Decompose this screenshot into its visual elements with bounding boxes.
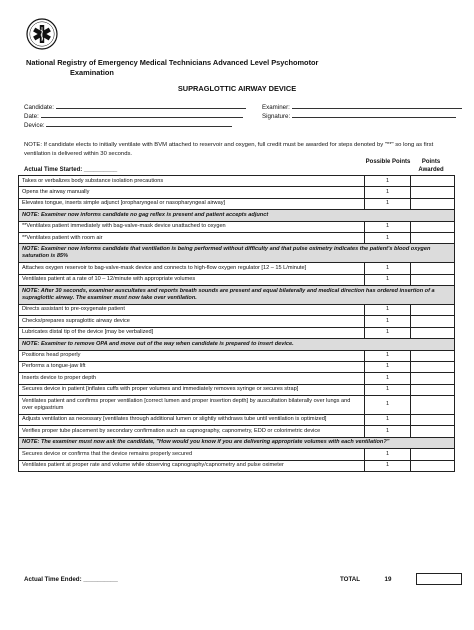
skill-step-row	[19, 384, 455, 395]
candidate-input-line[interactable]	[56, 102, 246, 109]
skill-step-row	[19, 274, 455, 285]
possible-points-cell: 1	[365, 449, 411, 460]
points-awarded-cell[interactable]	[411, 187, 455, 198]
skill-step-row	[19, 350, 455, 361]
examiner-note-text: NOTE: Examiner now informs candidate no gag reflex is present and patient accepts adjunct	[19, 210, 455, 221]
skill-step-row	[19, 396, 455, 415]
star-of-life-logo-icon	[26, 18, 58, 50]
points-awarded-cell[interactable]	[411, 198, 455, 209]
possible-points-header: Possible Points	[365, 159, 411, 165]
step-description: Ventilates patient at a rate of 10 – 12/minute with appropriate volumes	[19, 274, 365, 285]
form-subtitle: SUPRAGLOTTIC AIRWAY DEVICE	[177, 84, 297, 93]
skill-step-row	[19, 187, 455, 198]
points-awarded-cell[interactable]	[411, 396, 455, 415]
points-awarded-cell[interactable]	[411, 384, 455, 395]
examiner-note-text: NOTE: Examiner to remove OPA and move out of the way when candidate is prepared to insert device.	[19, 339, 455, 350]
points-awarded-cell[interactable]	[411, 327, 455, 338]
skill-steps-table	[18, 175, 455, 472]
possible-points-cell: 1	[365, 176, 411, 187]
skill-step-row	[19, 316, 455, 327]
step-description: **Ventilates patient with room air	[19, 233, 365, 244]
step-description: Ventilates patient and confirms proper ventilation [correct lumen and proper insertion depth] by auscultation bilaterally over lungs and over epigastrium	[19, 396, 365, 415]
possible-points-cell: 1	[365, 316, 411, 327]
points-awarded-cell[interactable]	[411, 373, 455, 384]
possible-points-cell: 1	[365, 304, 411, 315]
points-awarded-cell[interactable]	[411, 263, 455, 274]
skill-step-row	[19, 233, 455, 244]
page-title	[26, 58, 446, 78]
possible-points-cell: 1	[365, 350, 411, 361]
skill-step-row	[19, 263, 455, 274]
ventilation-credit-note: NOTE: If candidate elects to initially ventilate with BVM attached to reservoir and oxygen, full credit must be awarded for steps denoted by "**" so long as first ventilation is delivered within 30 seconds.	[24, 142, 434, 157]
signature-field[interactable]	[262, 111, 456, 122]
step-description: **Ventilates patient immediately with bag-valve-mask device unattached to oxygen	[19, 221, 365, 232]
step-description: Ventilates patient at proper rate and volume while observing capnography/capnometry and pulse oximeter	[19, 460, 365, 471]
skill-step-row	[19, 198, 455, 209]
possible-points-cell: 1	[365, 384, 411, 395]
possible-points-cell: 1	[365, 233, 411, 244]
step-description: Takes or verbalizes body substance isolation precautions	[19, 176, 365, 187]
possible-points-cell: 1	[365, 460, 411, 471]
total-label: TOTAL	[340, 576, 361, 583]
device-field[interactable]	[24, 120, 232, 131]
possible-points-cell: 1	[365, 414, 411, 425]
skill-step-row	[19, 426, 455, 437]
possible-points-cell: 1	[365, 187, 411, 198]
skill-step-row	[19, 414, 455, 425]
examiner-note-row	[19, 210, 455, 221]
points-awarded-cell[interactable]	[411, 176, 455, 187]
step-description: Checks/prepares supraglottic airway device	[19, 316, 365, 327]
device-input-line[interactable]	[46, 120, 232, 127]
signature-input-line[interactable]	[292, 111, 456, 118]
skill-step-row	[19, 327, 455, 338]
step-description: Performs a tongue-jaw lift	[19, 361, 365, 372]
points-awarded-cell[interactable]	[411, 316, 455, 327]
step-description: Lubricates distal tip of the device [may be verbalized]	[19, 327, 365, 338]
possible-points-cell: 1	[365, 274, 411, 285]
points-awarded-cell[interactable]	[411, 460, 455, 471]
title-line-2: Examination	[70, 68, 114, 77]
points-awarded-cell[interactable]	[411, 304, 455, 315]
device-label: Device:	[24, 122, 45, 129]
candidate-label: Candidate:	[24, 104, 54, 111]
points-awarded-cell[interactable]	[411, 361, 455, 372]
time-started-label: Actual Time Started: __________	[24, 167, 118, 173]
points-awarded-cell[interactable]	[411, 414, 455, 425]
step-description: Inserts device to proper depth	[19, 373, 365, 384]
signature-label: Signature:	[262, 113, 291, 120]
examiner-note-text: NOTE: The examiner must now ask the candidate, "How would you know if you are delivering appropriate volumes with each ventilation?"	[19, 437, 455, 448]
total-awarded-box[interactable]	[416, 573, 462, 585]
skill-step-row	[19, 176, 455, 187]
date-input-line[interactable]	[41, 111, 243, 118]
possible-points-cell: 1	[365, 426, 411, 437]
points-awarded-cell[interactable]	[411, 426, 455, 437]
points-awarded-cell[interactable]	[411, 221, 455, 232]
examiner-note-text: NOTE: Examiner now informs candidate that ventilation is being performed without difficulty and that pulse oximetry indicates the patient's blood oxygen saturation is 85%	[19, 244, 455, 263]
examiner-note-text: NOTE: After 30 seconds, examiner auscultates and reports breath sounds are present and equal bilaterally and medical direction has ordered insertion of a supraglottic airway. The examiner must now take over ventilation.	[19, 286, 455, 305]
points-awarded-cell[interactable]	[411, 233, 455, 244]
step-description: Opens the airway manually	[19, 187, 365, 198]
examiner-note-row	[19, 244, 455, 263]
step-description: Secures device in patient [inflates cuffs with proper volumes and immediately removes syringe or secures strap]	[19, 384, 365, 395]
points-awarded-cell[interactable]	[411, 274, 455, 285]
skill-step-row	[19, 449, 455, 460]
possible-points-cell: 1	[365, 198, 411, 209]
possible-points-cell: 1	[365, 327, 411, 338]
possible-points-cell: 1	[365, 221, 411, 232]
possible-points-cell: 1	[365, 263, 411, 274]
points-awarded-cell[interactable]	[411, 449, 455, 460]
title-line-1: National Registry of Emergency Medical Technicians Advanced Level Psychomotor	[26, 58, 319, 67]
skill-step-row	[19, 460, 455, 471]
step-description: Elevates tongue, inserts simple adjunct [oropharyngeal or nasopharyngeal airway]	[19, 198, 365, 209]
skill-step-row	[19, 304, 455, 315]
examiner-note-row	[19, 437, 455, 448]
step-description: Verifies proper tube placement by secondary confirmation such as capnography, capnometry, EDD or colorimetric device	[19, 426, 365, 437]
possible-points-cell: 1	[365, 361, 411, 372]
step-description: Adjusts ventilation as necessary [ventilates through additional lumen or slightly withdraws tube until ventilation is optimized]	[19, 414, 365, 425]
points-awarded-cell[interactable]	[411, 350, 455, 361]
step-description: Directs assistant to pre-oxygenate patient	[19, 304, 365, 315]
step-description: Secures device or confirms that the device remains properly secured	[19, 449, 365, 460]
date-label: Date:	[24, 113, 39, 120]
examiner-note-row	[19, 286, 455, 305]
skill-step-row	[19, 221, 455, 232]
step-description: Attaches oxygen reservoir to bag-valve-mask device and connects to high-flow oxygen regulator [12 – 15 L/minute]	[19, 263, 365, 274]
examiner-note-row	[19, 339, 455, 350]
points-awarded-header: Points Awarded	[418, 159, 444, 173]
examiner-label: Examiner:	[262, 104, 290, 111]
skill-step-row	[19, 361, 455, 372]
examiner-input-line[interactable]	[292, 102, 462, 109]
step-description: Positions head properly	[19, 350, 365, 361]
skill-step-row	[19, 373, 455, 384]
time-ended-label: Actual Time Ended: __________	[24, 576, 118, 583]
possible-points-cell: 1	[365, 373, 411, 384]
total-possible-value: 19	[384, 576, 392, 583]
possible-points-cell: 1	[365, 396, 411, 415]
